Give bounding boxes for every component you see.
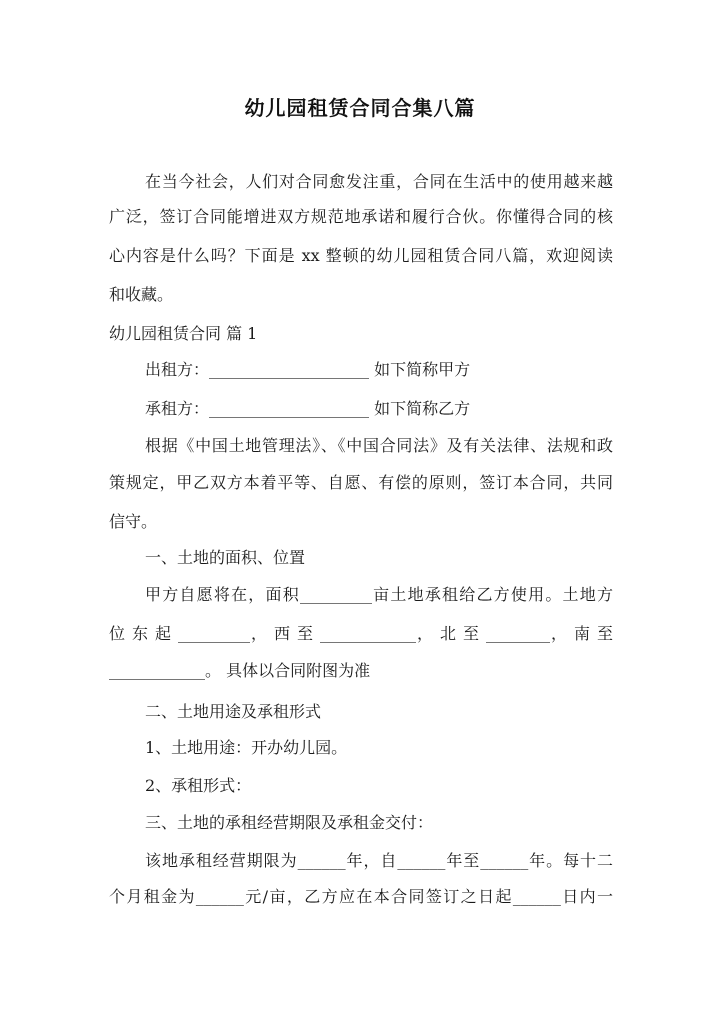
clause-text-line: 位 东 起 _________， 西 至 ____________， 北 至 ________， 南 至 [109,624,613,643]
document-title: 幼儿园租赁合同合集八篇 [244,96,476,120]
intro-paragraph-line: 和收藏。 [109,285,174,304]
clause-heading: 二、土地用途及承租形式 [145,702,322,721]
clause-heading: 三、土地的承租经营期限及承租金交付： [145,813,434,832]
clause-text-line: 个月租金为______元/亩，乙方应在本合同签订之日起______日内一 [109,887,613,906]
lessor-field: 出租方：____________________ 如下简称甲方 [145,360,471,379]
clause-text-line: 甲方自愿将在，面积_________亩土地承租给乙方使用。土地方 [145,585,613,604]
clause-heading: 一、土地的面积、位置 [145,548,306,567]
intro-paragraph-line: 心内容是什么吗？下面是 xx 整顿的幼儿园租赁合同八篇，欢迎阅读 [109,246,613,265]
intro-paragraph-line: 广泛，签订合同能增进双方规范地承诺和履行合伙。你懂得合同的核 [109,207,613,226]
clause-item: 1、土地用途：开办幼儿园。 [145,738,348,757]
intro-paragraph-line: 在当今社会，人们对合同愈发注重，合同在生活中的使用越来越 [145,172,613,191]
lessee-field: 承租方：____________________ 如下简称乙方 [145,399,471,418]
clause-item: 2、承租形式： [145,776,252,795]
basis-paragraph-line: 信守。 [109,512,158,531]
basis-paragraph-line: 策规定，甲乙双方本着平等、自愿、有偿的原则，签订本合同，共同 [109,473,613,492]
basis-paragraph-line: 根据《中国土地管理法》、《中国合同法》及有关法律、法规和政 [145,436,613,455]
clause-text-line: ____________。 具体以合同附图为准 [109,661,371,680]
clause-text-line: 该地承租经营期限为______年，自______年至______年。每十二 [145,851,613,870]
section-heading: 幼儿园租赁合同 篇 1 [109,324,258,343]
